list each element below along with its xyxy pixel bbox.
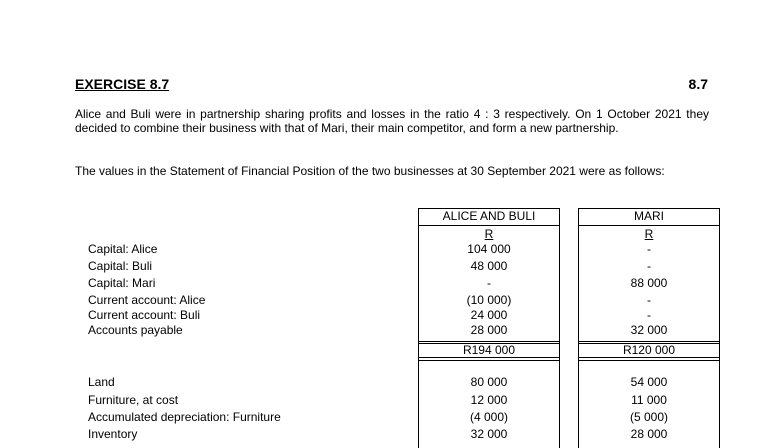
value-b: 32 000 [630, 323, 668, 337]
row-label: Current account: Buli [88, 308, 201, 322]
row-label: Land [88, 375, 115, 389]
alice-buli-total: R194 000 [419, 343, 559, 358]
exercise-title: EXERCISE 8.7 [75, 76, 170, 92]
table-row [0, 258, 784, 274]
value-b: - [647, 293, 651, 307]
table-row [0, 307, 784, 323]
row-label: Furniture, at cost [88, 393, 179, 407]
mari-total: R120 000 [579, 343, 719, 358]
value-b: 54 000 [630, 375, 668, 389]
unit-b: R [644, 227, 654, 241]
value-b: 28 000 [630, 427, 668, 441]
value-b: (5 000) [629, 410, 669, 424]
value-b: - [647, 259, 651, 273]
values-paragraph: The values in the Statement of Financial Position of the two businesses at 30 September 2021 were as follows: [75, 164, 665, 178]
unit-row [0, 226, 784, 242]
value-a: 48 000 [470, 259, 508, 273]
row-label: Current account: Alice [88, 293, 206, 307]
value-a: 28 000 [470, 323, 508, 337]
table-row [0, 392, 784, 408]
table-row [0, 409, 784, 425]
value-b: 88 000 [630, 276, 668, 290]
value-a: 104 000 [467, 242, 511, 256]
value-a: 24 000 [470, 308, 508, 322]
exercise-heading [75, 76, 708, 94]
value-a: 80 000 [470, 375, 508, 389]
value-a: 12 000 [470, 393, 508, 407]
value-b: - [647, 242, 651, 256]
row-label: Accumulated depreciation: Furniture [88, 410, 281, 424]
value-b: 11 000 [631, 393, 667, 407]
exercise-number: 8.7 [688, 76, 708, 92]
table-row [0, 292, 784, 308]
value-a: (4 000) [469, 410, 509, 424]
value-b: - [647, 308, 651, 322]
value-a: (10 000) [466, 293, 512, 307]
value-a: 32 000 [470, 427, 508, 441]
mari-header: MARI [579, 209, 719, 226]
table-row [0, 374, 784, 390]
row-label: Capital: Buli [88, 259, 153, 273]
alice-buli-header: ALICE AND BULI [419, 209, 559, 226]
row-label: Inventory [88, 427, 138, 441]
row-label: Capital: Mari [88, 276, 156, 290]
table-row [0, 322, 784, 338]
unit-a: R [484, 227, 494, 241]
table-row [0, 275, 784, 291]
table-row [0, 426, 784, 442]
value-a: - [487, 276, 491, 290]
table-row [0, 241, 784, 257]
intro-paragraph: Alice and Buli were in partnership sharing profits and losses in the ratio 4 : 3 respectively. On 1 October 2021 they decided to combine their business with that of Mari, their main competitor, and form a new partnership. [75, 107, 709, 135]
row-label: Capital: Alice [88, 242, 158, 256]
row-label: Accounts payable [88, 323, 183, 337]
